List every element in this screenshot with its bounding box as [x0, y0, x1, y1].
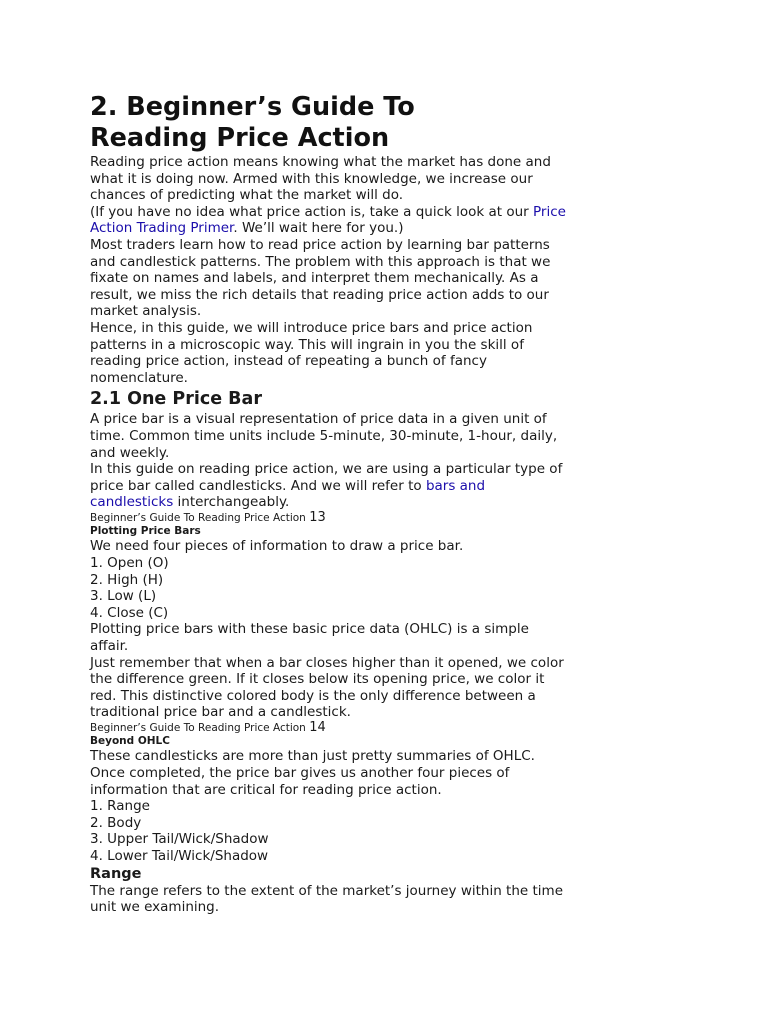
chapter-title	[90, 92, 570, 154]
list-item: 2. Body	[90, 814, 142, 831]
list-item: 4. Lower Tail/Wick/Shadow	[90, 847, 269, 864]
intro-paragraph-2-text-after: . We’ll wait here for you.)	[233, 220, 404, 237]
intro-paragraph-1: Reading price action means knowing what the market has done and what it is doing now. Armed with this knowledge, we increase our chances of predicting what the market will do.	[90, 154, 551, 204]
chapter-title-line-1: 2. Beginner’s Guide To	[90, 92, 415, 122]
subheading-range: Range	[90, 865, 142, 882]
section-heading-one-price-bar: 2.1 One Price Bar	[90, 389, 262, 410]
list-item: 1. Open (O)	[90, 554, 169, 571]
plotting-intro-paragraph: We need four pieces of information to draw a price bar.	[90, 538, 464, 555]
subheading-beyond-ohlc: Beyond OHLC	[90, 734, 170, 747]
intro-paragraph-2-text-before: (If you have no idea what price action is, take a quick look at our	[90, 203, 534, 220]
running-head-text: Beginner’s Guide To Reading Price Action	[90, 511, 310, 524]
beyond-ohlc-paragraph: These candlesticks are more than just pretty summaries of OHLC. Once completed, the price bar gives us another four pieces of information that are critical for reading price action.	[90, 748, 535, 798]
intro-paragraph-4: Hence, in this guide, we will introduce price bars and price action patterns in a microscopic way. This will ingrain in you the skill of reading price action, instead of repeating a bunch of fancy nomenclature.	[90, 319, 533, 386]
list-item: 1. Range	[90, 798, 150, 815]
plotting-paragraph-2: Just remember that when a bar closes higher than it opened, we color the difference green. If it closes below its opening price, we color it red. This distinctive colored body is the only difference between a traditional price bar and a candlestick.	[90, 654, 564, 721]
document-content	[90, 92, 570, 916]
plotting-paragraph-1: Plotting price bars with these basic price data (OHLC) is a simple affair.	[90, 621, 529, 654]
price-bar-definition-paragraph: A price bar is a visual representation of price data in a given unit of time. Common time units include 5-minute, 30-minute, 1-hour, daily, and weekly.	[90, 411, 558, 461]
candlestick-paragraph-text-before: In this guide on reading price action, we are using a particular type of price bar called candlesticks. And we will refer to	[90, 461, 563, 494]
running-head-text: Beginner’s Guide To Reading Price Action	[90, 721, 310, 734]
subheading-plotting-price-bars: Plotting Price Bars	[90, 524, 201, 537]
page-number: 14	[309, 719, 326, 735]
price-action-primer-link[interactable]: Price Action Trading Primer	[90, 203, 566, 237]
list-item: 3. Low (L)	[90, 588, 157, 605]
bars-and-candlesticks-link[interactable]: bars and candlesticks	[90, 477, 486, 511]
page-number: 13	[309, 509, 326, 525]
intro-paragraph-3: Most traders learn how to read price action by learning bar patterns and candlestick patterns. The problem with this approach is that we fixate on names and labels, and interpret them mechanically. As a result, we miss the rich details that reading price action adds to our market analysis.	[90, 236, 551, 320]
list-item: 2. High (H)	[90, 571, 164, 588]
range-paragraph: The range refers to the extent of the market’s journey within the time unit we examining.	[90, 882, 564, 916]
list-item: 4. Close (C)	[90, 604, 169, 621]
running-head	[90, 511, 570, 525]
chapter-title-line-2: Reading Price Action	[90, 123, 390, 153]
candlestick-paragraph	[90, 461, 570, 511]
candlestick-paragraph-text-after: interchangeably.	[173, 494, 290, 511]
running-head	[90, 721, 570, 735]
intro-paragraph-2	[90, 204, 570, 237]
list-item: 3. Upper Tail/Wick/Shadow	[90, 831, 269, 848]
